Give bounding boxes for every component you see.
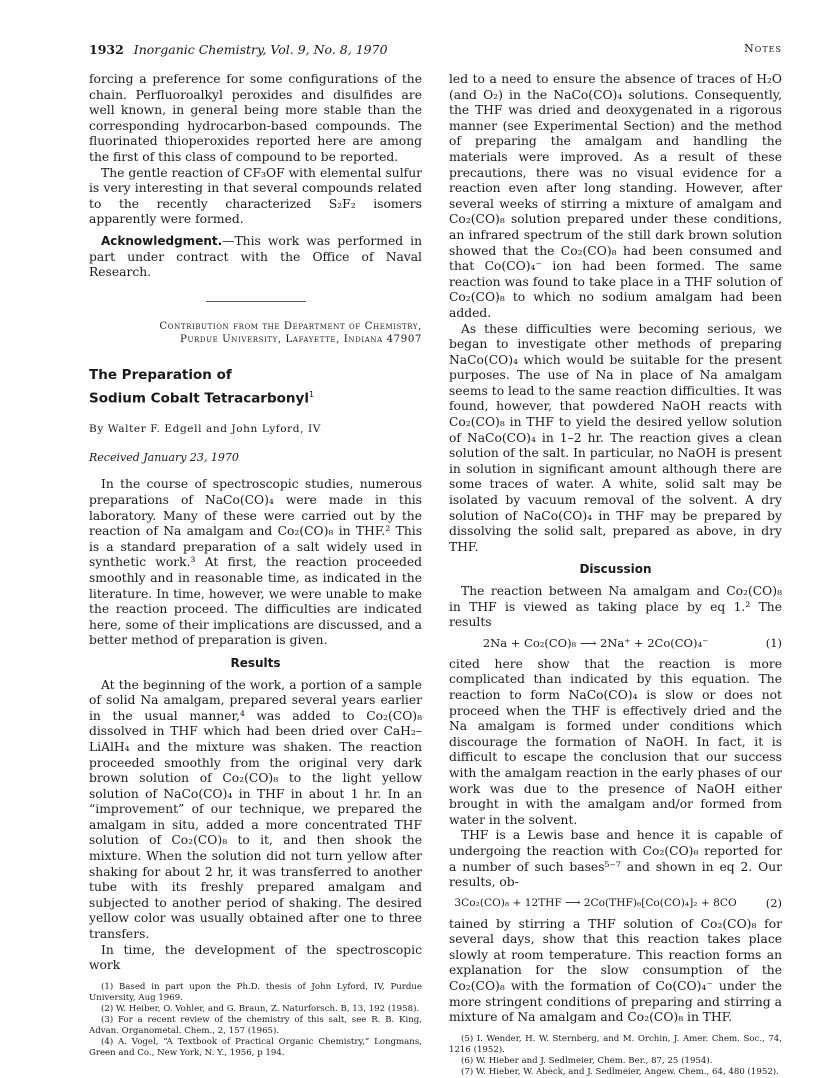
title-line: Sodium Cobalt Tetracarbonyl$^1$ [89,389,315,407]
equation-body: 2Na + Co₂(CO)₈ ⟶ 2Na⁺ + 2Co(CO)₄⁻ [482,635,709,650]
received-date: Received January 23, 1970 [89,450,239,464]
footnotes [449,1034,782,1078]
footnote-marker: 1 [308,389,315,399]
right-column [449,72,782,1078]
equation-1 [449,633,782,653]
equation-number: (1) [765,635,782,650]
acknowledgment [89,234,422,281]
section-heading-discussion: Discussion [579,562,652,577]
footnotes [89,982,422,1059]
affiliation-line: Contribution from the Department of Chemistry, [159,320,422,332]
acknowledgment-text: —This work was performed in part under contract with the Office of Naval Research. [89,233,422,280]
paragraph: As these difficulties were becoming serious, we began to investigate other methods of preparing NaCo(CO)₄ which would be suitable for the present purposes. The use of Na in place of Na amalgam seems to lead to the same reaction difficulties. It was found, however, that powdered NaOH reacts with Co₂(CO)₈ in THF to yield the desired yellow solution of NaCo(CO)₄ in 1–2 hr. The reaction gives a clean solution of the salt. In particular, no NaOH is present in solution in significant amount although there are some traces of water. A white, solid salt may be isolated by vacuum removal of the solvent. A dry solution of NaCo(CO)₄ in THF may be prepared by dissolving the solid salt, prepared as above, in dry THF. [449,321,782,554]
paragraph: In time, the development of the spectroscopic work [89,942,422,973]
paragraph: cited here show that the reaction is more complicated than indicated by this equation. The reaction to form NaCo(CO)₄ is slow or does not proceed when the THF is effectively dried and the Na amalgam is formed under conditions which discourage the formation of NaOH. In fact, it is difficult to escape the conclusion that our success with the amalgam reaction in the early phases of our work was due to the presence of NaOH either brought in with the amalgam and/or formed from water in the solvent. [449,656,782,827]
section-heading-results: Results [230,655,281,670]
footnote: (3) For a recent review of the chemistry of this salt, see R. B. King, Advan. Organometal. Chem., 2, 157 (1965). [89,1014,422,1036]
footnote: (4) A. Vogel, “A Textbook of Practical Organic Chemistry,” Longmans, Green and Co., New York, N. Y., 1956, p 194. [89,1036,422,1058]
paragraph: tained by stirring a THF solution of Co₂(CO)₈ for several days, show that this reaction takes place slowly at room temperature. This reaction forms an explanation for the slow consumption of the Co₂(CO)₈ with the formation of Co(CO)₄⁻ under the more stringent conditions of preparing and stirring a mixture of Na amalgam and Co₂(CO)₈ in THF. [449,916,782,1025]
footnote: (1) Based in part upon the Ph.D. thesis of John Lyford, IV, Purdue University, Aug 1969. [89,981,422,1003]
title-line: The Preparation of [89,366,232,383]
footnote: (7) W. Hieber, W. Abeck, and J. Sedlmeier, Angew. Chem., 64, 480 (1952). [461,1066,779,1077]
paragraph: The gentle reaction of CF₃OF with elemental sulfur is very interesting in that several compounds related to the recently characterized S₂F₂ isomers apparently were formed. [89,165,422,227]
affiliation-line: Purdue University, Lafayette, Indiana 47907 [180,333,422,345]
acknowledgment-label: Acknowledgment. [101,233,223,248]
paragraph: At the beginning of the work, a portion of a sample of solid Na amalgam, prepared several years earlier in the usual manner,⁴ was added to Co₂(CO)₈ dissolved in THF which had been dried over CaH₂–LiAlH₄ and the mixture was shaken. The reaction proceeded smoothly from the original very dark brown solution of Co₂(CO)₈ to the light yellow solution of NaCo(CO)₄ in THF in about 1 hr. In an “improvement” of our technique, we prepared the amalgam in situ, added a more concentrated THF solution of Co₂(CO)₈ to it, and then shook the mixture. When the solution did not turn yellow after shaking for about 2 hr, it was transferred to another tube with its freshly prepared amalgam and subjected to another period of shaking. The desired yellow color was usually obtained after one to three transfers. [89,677,422,942]
section-label: Notes [744,42,782,55]
divider [206,301,306,302]
byline: By Walter F. Edgell and John Lyford, IV [89,423,321,436]
contribution-affiliation [89,320,422,346]
footnote: (5) I. Wender, H. W. Sternberg, and M. Orchin, J. Amer. Chem. Soc., 74, 1216 (1952). [449,1033,782,1055]
page-number: 1932 [89,42,124,57]
equation-number: (2) [765,895,782,910]
footnote: (2) W. Heiber, O. Vohler, and G. Braun, Z. Naturforsch. B, 13, 192 (1958). [101,1003,420,1014]
equation-body: 3Co₂(CO)₈ + 12THF ⟶ 2Co(THF)₆[Co(CO)₄]₂ + 8CO [454,896,737,909]
left-column [89,72,422,1059]
journal-citation: Inorganic Chemistry, Vol. 9, No. 8, 1970 [133,42,388,57]
equation-2 [449,893,782,913]
paragraph: forcing a preference for some configurations of the chain. Perfluoroalkyl peroxides and disulfides are well known, in general being more stable than the corresponding hydrocarbon-based compounds. The fluorinated thioperoxides reported here are among the first of this class of compound to be reported. [89,72,422,164]
article-title [89,366,422,409]
footnote: (6) W. Hieber and J. Sedlmeier, Chem. Ber., 87, 25 (1954). [461,1055,713,1066]
paragraph: THF is a Lewis base and hence it is capable of undergoing the reaction with Co₂(CO)₈ reported for a number of such bases⁵⁻⁷ and shown in eq 2. Our results, ob- [449,828,782,890]
paragraph: led to a need to ensure the absence of traces of H₂O (and O₂) in the NaCo(CO)₄ solutions. Consequently, the THF was dried and deoxygenated in a rigorous manner (see Experimental Section) and the method of preparing the amalgam and handling the materials were improved. As a result of these precautions, there was no visual evidence for a reaction even after long standing. However, after several weeks of stirring a mixture of amalgam and Co₂(CO)₈ solution prepared under these conditions, an infrared spectrum of the still dark brown solution showed that the Co₂(CO)₈ had been consumed and that Co(CO)₄⁻ ion had been formed. The same reaction was found to take place in a THF solution of Co₂(CO)₈ to which no sodium amalgam had been added. [449,72,782,320]
paragraph: The reaction between Na amalgam and Co₂(CO)₈ in THF is viewed as taking place by eq 1.² The results [449,584,782,630]
paragraph: In the course of spectroscopic studies, numerous preparations of NaCo(CO)₄ were made in this laboratory. Many of these were carried out by the reaction of Na amalgam and Co₂(CO)₈ in THF.² This is a standard preparation of a salt widely used in synthetic work.³ At first, the reaction proceeded smoothly and in reasonable time, as indicated in the literature. In time, however, we were unable to make the reaction proceed. The difficulties are indicated here, some of their implications are discussed, and a better method of preparation is given. [89,477,422,648]
running-header [89,42,782,58]
